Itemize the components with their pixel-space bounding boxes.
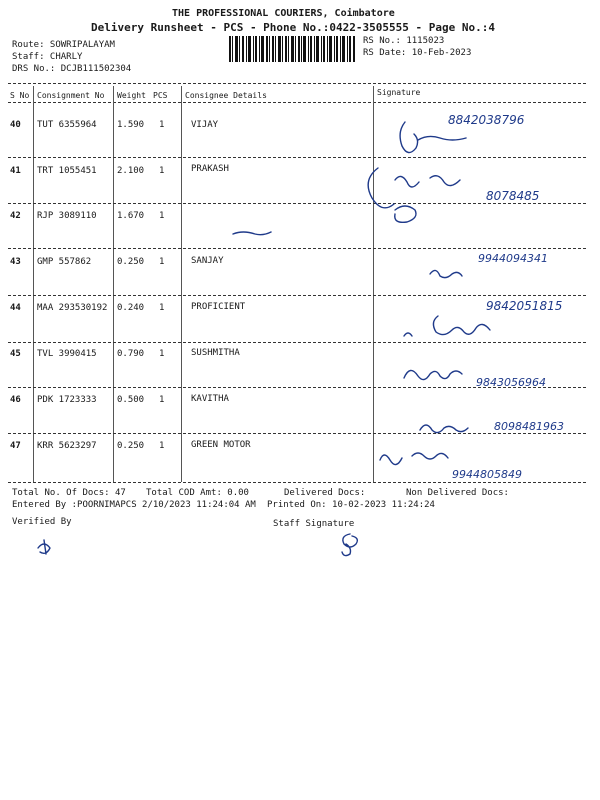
non-delivered-docs: Non Delivered Docs: [406, 488, 509, 498]
row-pcs: 1 [159, 441, 165, 451]
col-sno: S No [10, 91, 30, 100]
row-consignment: RJP 3089110 [37, 211, 97, 221]
row-sno: 44 [10, 303, 21, 313]
row-pcs: 1 [159, 211, 165, 221]
printed-on: Printed On: 10-02-2023 11:24:24 [267, 500, 435, 510]
signature-scribble [395, 206, 416, 222]
handwritten-phone: 9842051815 [486, 299, 563, 313]
row-consignment: MAA 293530192 [37, 303, 108, 313]
row-consignment: TRT 1055451 [37, 166, 97, 176]
drs-number: DRS No.: DCJB111502304 [12, 64, 132, 74]
row-consignee: VIJAY [191, 120, 219, 130]
handwritten-phone: 8842038796 [448, 113, 525, 127]
row-weight: 0.250 [117, 441, 145, 451]
row-consignment: TVL 3990415 [37, 349, 97, 359]
row-consignee: SANJAY [191, 256, 224, 266]
col-consignment: Consignment No [37, 91, 105, 100]
handwritten-phone: 9944805849 [452, 468, 522, 481]
col-signature: Signature [377, 88, 421, 97]
row-consignment: TUT 6355964 [37, 120, 97, 130]
row-pcs: 1 [159, 166, 165, 176]
verified-by-label: Verified By [12, 517, 72, 527]
col-pcs: PCS [153, 91, 168, 100]
signature-scribble [368, 168, 460, 208]
row-weight: 0.250 [117, 257, 145, 267]
row-consignment: KRR 5623297 [37, 441, 97, 451]
handwritten-phone: 9843056964 [476, 376, 546, 389]
staff-signature-label: Staff Signature [273, 519, 355, 529]
row-consignee: PRAKASH [191, 164, 229, 174]
row-sno: 46 [10, 395, 21, 405]
company-name: THE PROFESSIONAL COURIERS, Coimbatore [172, 8, 395, 19]
row-weight: 0.240 [117, 303, 145, 313]
row-weight: 1.670 [117, 211, 145, 221]
row-pcs: 1 [159, 120, 165, 130]
entered-by: Entered By :POORNIMAPCS 2/10/2023 11:24:04 AM [12, 500, 256, 510]
row-consignee: KAVITHA [191, 394, 229, 404]
rs-date: RS Date: 10-Feb-2023 [363, 48, 472, 58]
row-consignee: GREEN MOTOR [191, 440, 251, 450]
signature-scribble [380, 453, 448, 465]
total-docs: Total No. Of Docs: 47 [12, 488, 126, 498]
row-sno: 40 [10, 120, 21, 130]
staff-label: Staff: CHARLY [12, 52, 83, 62]
signature-scribble [342, 534, 357, 556]
handwritten-phone: 8078485 [486, 189, 540, 203]
signature-scribble [233, 232, 271, 235]
row-weight: 2.100 [117, 166, 145, 176]
col-consignee: Consignee Details [185, 91, 267, 100]
runsheet-title: Delivery Runsheet - PCS - Phone No.:0422-3505555 - Page No.:4 [91, 21, 495, 34]
row-consignee: SUSHMITHA [191, 348, 240, 358]
row-consignment: GMP 557862 [37, 257, 92, 267]
row-consignment: PDK 1723333 [37, 395, 97, 405]
row-pcs: 1 [159, 349, 165, 359]
route-label: Route: SOWRIPALAYAM [12, 40, 115, 50]
signature-scribble [404, 370, 462, 379]
handwritten-phone: 9944094341 [478, 252, 548, 265]
row-sno: 42 [10, 211, 21, 221]
signature-scribble [420, 425, 468, 433]
row-consignee: PROFICIENT [191, 302, 246, 312]
row-weight: 1.590 [117, 120, 145, 130]
signature-scribble [404, 316, 490, 336]
handwritten-phone: 8098481963 [494, 420, 564, 433]
signature-scribble [430, 270, 462, 277]
row-pcs: 1 [159, 303, 165, 313]
row-pcs: 1 [159, 395, 165, 405]
total-cod: Total COD Amt: 0.00 [146, 488, 249, 498]
row-sno: 41 [10, 166, 21, 176]
delivered-docs: Delivered Docs: [284, 488, 366, 498]
row-weight: 0.500 [117, 395, 145, 405]
row-sno: 43 [10, 257, 21, 267]
row-sno: 47 [10, 441, 21, 451]
signature-scribble [38, 540, 50, 554]
row-weight: 0.790 [117, 349, 145, 359]
rs-number: RS No.: 1115023 [363, 36, 445, 46]
row-pcs: 1 [159, 257, 165, 267]
row-sno: 45 [10, 349, 21, 359]
col-weight: Weight [117, 91, 146, 100]
